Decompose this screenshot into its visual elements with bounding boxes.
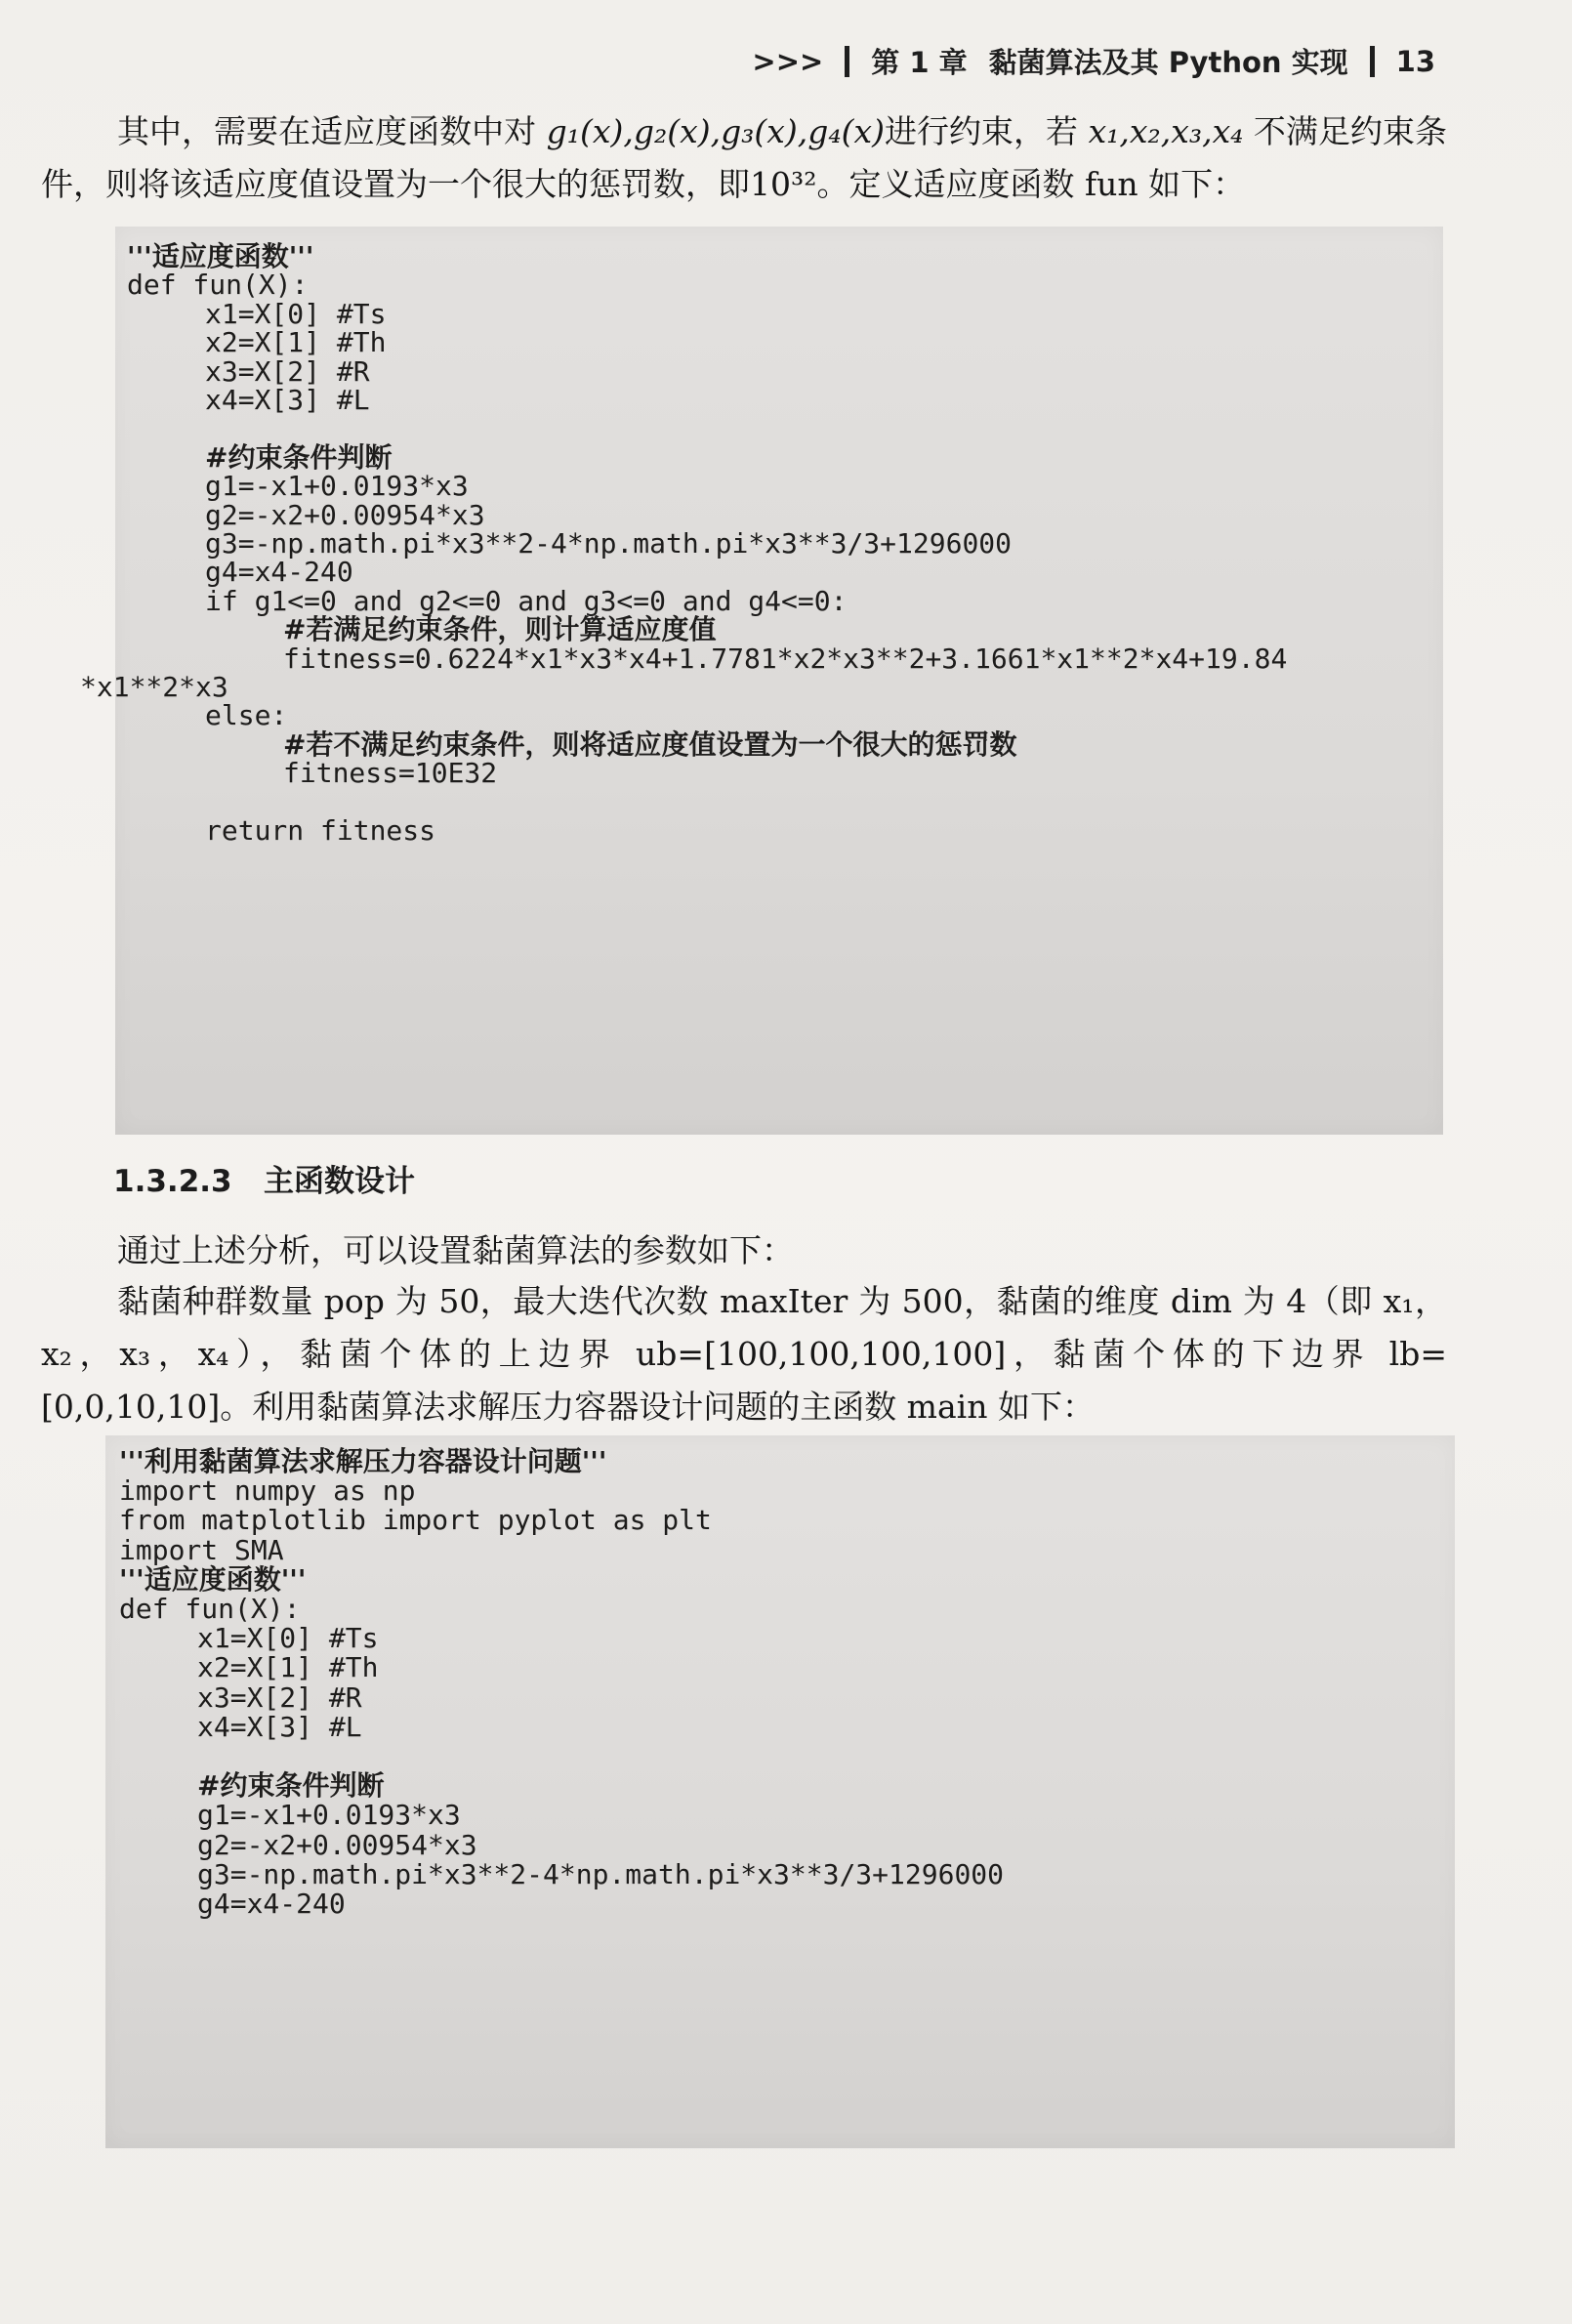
code-line: x4=X[3] #L — [205, 384, 370, 416]
code-line: x2=X[1] #Th — [205, 326, 387, 359]
code-line: import numpy as np — [119, 1474, 416, 1508]
code-block-fitness — [80, 227, 1443, 1135]
code-line: def fun(X): — [119, 1593, 301, 1625]
code-line: def fun(X): — [127, 269, 309, 302]
header-arrows: >>> — [752, 44, 824, 78]
code-block-main — [105, 1435, 1455, 2148]
code-line: '''适应度函数''' — [119, 1562, 307, 1596]
params-intro-paragraph: 通过上述分析，可以设置黏菌算法的参数如下： — [117, 1231, 794, 1269]
code-line: '''利用黏菌算法求解压力容器设计问题''' — [119, 1445, 607, 1477]
code-line: x4=X[3] #L — [197, 1710, 362, 1743]
intro-text: 进行约束，若 — [884, 112, 1089, 150]
code-line: '''适应度函数''' — [127, 240, 314, 272]
code-line: x3=X[2] #R — [197, 1681, 362, 1714]
code-line: g2=-x2+0.00954*x3 — [205, 498, 485, 531]
intro-text: 其中，需要在适应度函数中对 — [117, 112, 547, 150]
header-divider — [845, 46, 849, 77]
code-line: g4=x4-240 — [205, 556, 353, 589]
code-line: x1=X[0] #Ts — [197, 1622, 379, 1655]
code-line: fitness=0.6224*x1*x3*x4+1.7781*x2*x3**2+3.1661*x1**2*x4+19.84 — [283, 642, 1288, 675]
code-line: else: — [205, 699, 288, 732]
section-number: 1.3.2.3 — [113, 1164, 232, 1199]
header-title: 黏菌算法及其 Python 实现 — [988, 46, 1348, 79]
params-paragraph: 黏菌种群数量 pop 为 50，最大迭代次数 maxIter 为 500，黏菌的维度 dim 为 4（即 x₁，x₂，x₃，x₄），黏菌个体的上边界 ub=[100,100,100,100]，黏菌个体的下边界 lb=[0,0,10,10]。利用黏菌算法求解压力容器设计问题的主函数 main 如下： — [41, 1282, 1447, 1426]
page-number: 13 — [1395, 44, 1435, 78]
section-heading — [113, 1156, 415, 1200]
code-line: fitness=10E32 — [283, 757, 498, 790]
code-line: #若满足约束条件，则计算适应度值 — [283, 613, 717, 646]
code-line: g3=-np.math.pi*x3**2-4*np.math.pi*x3**3/3+1296000 — [197, 1857, 1005, 1890]
running-header — [752, 41, 1435, 81]
code-line: *x1**2*x3 — [80, 671, 228, 703]
header-chapter: 第 1 章 — [871, 46, 968, 79]
code-line: from matplotlib import pyplot as plt — [119, 1504, 712, 1537]
code-line: if g1<=0 and g2<=0 and g3<=0 and g4<=0: — [205, 584, 848, 617]
code-line: x2=X[1] #Th — [197, 1651, 379, 1684]
intro-vars: x₁,x₂,x₃,x₄ — [1088, 112, 1244, 150]
code-line: g1=-x1+0.0193*x3 — [197, 1799, 461, 1832]
code-line: #约束条件判断 — [197, 1769, 385, 1803]
intro-text: 不满足约束条件，则将该适应度值设置为一个很大的惩罚数，即10³²。定义适应度函数 fun 如下： — [41, 112, 1447, 203]
code-line: g3=-np.math.pi*x3**2-4*np.math.pi*x3**3/3+1296000 — [205, 527, 1013, 560]
code-line: g1=-x1+0.0193*x3 — [205, 470, 469, 503]
intro-math-terms: g₁(x),g₂(x),g₃(x),g₄(x) — [546, 112, 885, 150]
code-line: return fitness — [205, 814, 436, 847]
code-line: g4=x4-240 — [197, 1888, 346, 1920]
code-line: #约束条件判断 — [205, 440, 393, 474]
section-title: 主函数设计 — [264, 1164, 415, 1199]
code-line: g2=-x2+0.00954*x3 — [197, 1828, 477, 1861]
code-line: import SMA — [119, 1533, 284, 1566]
code-line: #若不满足约束条件，则将适应度值设置为一个很大的惩罚数 — [283, 727, 1017, 761]
code-line: x1=X[0] #Ts — [205, 297, 387, 330]
intro-paragraph — [41, 105, 1447, 211]
header-divider — [1370, 46, 1375, 77]
code-line: x3=X[2] #R — [205, 354, 370, 388]
